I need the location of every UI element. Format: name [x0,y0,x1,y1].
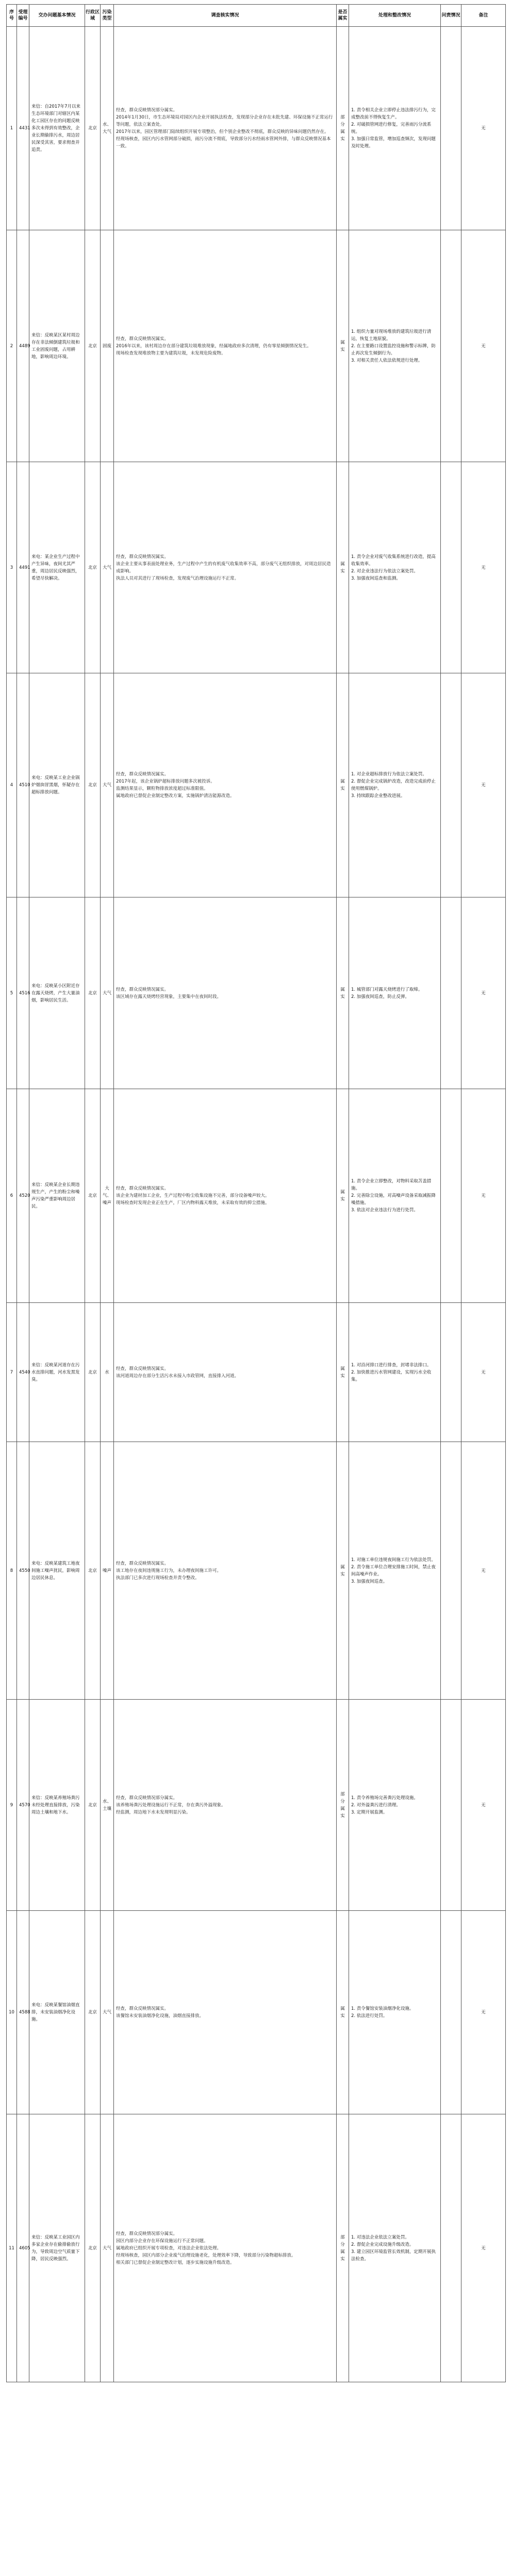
cell-accountability [441,27,461,230]
cell-id: 4491 [17,462,29,673]
cell-problem: 来信：自2017年7月以来生态环境部门对辖区内某化工园区存在的问题反映多次未得到有效整改，企业长期偷排污水，周边居民深受其害，要求彻查并追责。 [29,27,85,230]
cell-verify: 经查，群众反映情况属实。 2017年起，该企业锅炉超标排放问题多次被投诉。 监测结果显示，颗粒物排放浓度超过标准限值。 属地政府已督促企业制定整改方案，实施锅炉清洁能源改造。 [114,673,337,897]
header-handle: 处理和整改情况 [349,5,441,27]
cell-accountability [441,230,461,462]
cell-is-true: 部分属实 [337,2114,349,2382]
cell-remark: 无 [461,1442,506,1700]
cell-region: 北京 [85,1303,101,1442]
cell-seq: 11 [7,2114,17,2382]
cell-handle: 1. 城管部门对露天烧烤进行了取缔。 2. 加强夜间巡查，防止反弹。 [349,897,441,1089]
cell-is-true: 属实 [337,1089,349,1303]
cell-is-true: 属实 [337,1303,349,1442]
table-row [7,462,506,673]
header-accountability: 问责情况 [441,5,461,27]
document-page [6,4,505,2382]
header-is-true: 是否属实 [337,5,349,27]
cell-verify: 经查，群众反映情况属实。 该工地存在夜间违规施工行为，未办理夜间施工许可。 执法部门已多次进行现场检查并责令整改。 [114,1442,337,1700]
cell-is-true: 属实 [337,462,349,673]
cell-verify: 经查，群众反映情况部分属实。 2014年1月30日，市生态环境局对园区内企业开展执法检查，发现部分企业存在未批先建、环保设施不正常运行等问题，依法立案查处。 2017年以来，园区管理部门陆续组织开展专项整治，但个别企业整改不彻底，群众反映的异味问题仍然存在。 经现场核查，园区内污水管网部分破损，雨污分流不彻底，导致部分污水经雨水管网外排，与群众反映情况基本一致。 [114,27,337,230]
table-row [7,1442,506,1700]
cell-pollution: 大气、噪声 [101,1089,114,1303]
cell-region: 北京 [85,2114,101,2382]
cell-is-true: 部分属实 [337,27,349,230]
cell-remark: 无 [461,462,506,673]
cell-verify: 经查，群众反映情况部分属实。 该养殖场粪污处理设施运行不正常，存在粪污外溢现象。 经监测，周边地下水未发现明显污染。 [114,1700,337,1911]
cell-verify: 经查，群众反映情况属实。 该河道周边存在部分生活污水未接入市政管网，直接排入河道。 [114,1303,337,1442]
cell-seq: 7 [7,1303,17,1442]
header-seq: 序号 [7,5,17,27]
cell-remark: 无 [461,27,506,230]
header-id: 受理编号 [17,5,29,27]
cell-verify: 经查，群众反映情况属实。 该区域存在露天烧烤经营现象，主要集中在夜间时段。 [114,897,337,1089]
cell-accountability [441,1303,461,1442]
cell-accountability [441,1700,461,1911]
cell-region: 北京 [85,1911,101,2114]
cell-accountability [441,897,461,1089]
cell-remark: 无 [461,2114,506,2382]
cell-handle: 1. 责令企业立即整改，对物料采取苫盖措施。 2. 完善除尘设施，对高噪声设备采取减振降噪措施。 3. 依法对企业违法行为进行处罚。 [349,1089,441,1303]
cell-problem: 来信：反映某企业长期违规生产，产生的粉尘和噪声污染严重影响周边居民。 [29,1089,85,1303]
cell-region: 北京 [85,1700,101,1911]
cell-is-true: 属实 [337,673,349,897]
cell-handle: 1. 对企业超标排放行为依法立案处罚。 2. 督促企业完成锅炉改造，改造完成前停止使用燃煤锅炉。 3. 持续跟踪企业整改进展。 [349,673,441,897]
cell-accountability [441,1089,461,1303]
cell-id: 4540 [17,1303,29,1442]
table-row [7,1700,506,1911]
cell-id: 4550 [17,1442,29,1700]
cell-pollution: 固废 [101,230,114,462]
cell-remark: 无 [461,897,506,1089]
cell-handle: 1. 责令餐馆安装油烟净化设施。 2. 依法进行处罚。 [349,1911,441,2114]
cell-pollution: 水、土壤 [101,1700,114,1911]
cell-problem: 来信：反映某河道存在污水直排问题，河水发黑发臭。 [29,1303,85,1442]
complaint-table [6,4,506,2382]
cell-seq: 10 [7,1911,17,2114]
cell-region: 北京 [85,230,101,462]
table-row [7,27,506,230]
cell-handle: 1. 组织力量对现场堆放的建筑垃圾进行清运，恢复土地原貌。 2. 在主要路口设置监控设施和警示标牌，防止再次发生倾倒行为。 3. 对相关责任人依法依规进行处理。 [349,230,441,462]
cell-region: 北京 [85,1089,101,1303]
table-header-row [7,5,506,27]
cell-problem: 来电：反映某餐馆油烟直排，未安装油烟净化设施。 [29,1911,85,2114]
table-row [7,673,506,897]
cell-region: 北京 [85,897,101,1089]
cell-seq: 9 [7,1700,17,1911]
header-verify: 调查核实情况 [114,5,337,27]
cell-handle: 1. 对施工单位违规夜间施工行为依法处罚。 2. 责令施工单位合理安排施工时间，禁止夜间高噪声作业。 3. 加强夜间巡查。 [349,1442,441,1700]
cell-remark: 无 [461,673,506,897]
table-row [7,230,506,462]
header-pollution: 污染类型 [101,5,114,27]
cell-verify: 经查，群众反映情况属实。 2016年以来，该村周边存在部分建筑垃圾堆放现象，经属地政府多次清理，仍有零星倾倒情况发生。 现场检查发现堆放物主要为建筑垃圾，未发现危险废物。 [114,230,337,462]
cell-verify: 经查，群众反映情况属实。 该企业为建材加工企业，生产过程中粉尘收集设施不完善，部分设备噪声较大。 现场检查时发现企业正在生产，厂区内物料露天堆放，未采取有效的抑尘措施。 [114,1089,337,1303]
cell-seq: 8 [7,1442,17,1700]
cell-pollution: 大气 [101,1911,114,2114]
cell-pollution: 大气 [101,2114,114,2382]
cell-problem: 来信：反映某养殖场粪污未经处理直接排放，污染周边土壤和地下水。 [29,1700,85,1911]
cell-id: 4510 [17,673,29,897]
cell-handle: 1. 对违法企业依法立案处罚。 2. 督促企业完成设施升级改造。 3. 建立园区环境监管长效机制，定期开展执法检查。 [349,2114,441,2382]
cell-handle: 1. 责令相关企业立即停止违法排污行为，完成整改前不得恢复生产。 2. 对破损管网进行修复，完善雨污分流系统。 3. 加强日常监管，增加巡查频次，发现问题及时处理。 [349,27,441,230]
cell-pollution: 大气 [101,462,114,673]
cell-verify: 经查，群众反映情况属实。 该企业主要从事表面处理业务，生产过程中产生的有机废气收集效率不高，部分废气无组织排放，对周边居民造成影响。 执法人员对其进行了现场检查，发现废气治理设施运行不正常。 [114,462,337,673]
cell-is-true: 属实 [337,1442,349,1700]
cell-region: 北京 [85,1442,101,1700]
cell-accountability [441,462,461,673]
cell-id: 4489 [17,230,29,462]
cell-seq: 2 [7,230,17,462]
cell-remark: 无 [461,230,506,462]
cell-verify: 经查，群众反映情况部分属实。 园区内部分企业存在环保设施运行不正常问题。 属地政府已组织开展专项检查，对违法企业依法处理。 经现场核查，园区内部分企业废气治理设施老化，处理效率下降，导致部分污染物超标排放。 相关部门已督促企业制定整改计划，逐步实施设施升级改造。 [114,2114,337,2382]
cell-region: 北京 [85,462,101,673]
cell-seq: 6 [7,1089,17,1303]
cell-is-true: 部分属实 [337,1700,349,1911]
cell-id: 4570 [17,1700,29,1911]
cell-problem: 来信：反映某工业园区内多家企业存在偷排偷放行为，导致周边空气质量下降，居民反映强烈。 [29,2114,85,2382]
table-row [7,1089,506,1303]
cell-seq: 3 [7,462,17,673]
cell-handle: 1. 对沿河排口进行排查，封堵非法排口。 2. 加快推进污水管网建设，实现污水全收集。 [349,1303,441,1442]
cell-is-true: 属实 [337,897,349,1089]
cell-seq: 1 [7,27,17,230]
cell-region: 北京 [85,673,101,897]
cell-pollution: 大气 [101,897,114,1089]
cell-accountability [441,1911,461,2114]
header-region: 行政区域 [85,5,101,27]
table-row [7,1303,506,1442]
table-row [7,2114,506,2382]
cell-handle: 1. 责令养殖场完善粪污处理设施。 2. 对外溢粪污进行清理。 3. 定期开展监测。 [349,1700,441,1911]
cell-region: 北京 [85,27,101,230]
cell-problem: 来电：某企业生产过程中产生异味，夜间尤其严重，周边居民反映强烈，希望尽快解决。 [29,462,85,673]
cell-verify: 经查，群众反映情况属实。 该餐馆未安装油烟净化设施，油烟直接排放。 [114,1911,337,2114]
cell-id: 4431 [17,27,29,230]
cell-accountability [441,673,461,897]
cell-id: 4605 [17,2114,29,2382]
cell-accountability [441,2114,461,2382]
cell-pollution: 水、大气 [101,27,114,230]
cell-remark: 无 [461,1303,506,1442]
cell-id: 4516 [17,897,29,1089]
cell-pollution: 水 [101,1303,114,1442]
cell-problem: 来电：反映某小区附近存在露天烧烤，产生大量油烟，影响居民生活。 [29,897,85,1089]
cell-remark: 无 [461,1089,506,1303]
cell-seq: 5 [7,897,17,1089]
cell-is-true: 属实 [337,230,349,462]
cell-problem: 来电：反映某建筑工地夜间施工噪声扰民，影响周边居民休息。 [29,1442,85,1700]
cell-problem: 来信：反映某区某村周边存在非法倾倒建筑垃圾和工业固废问题，占用耕地，影响周边环境。 [29,230,85,462]
cell-accountability [441,1442,461,1700]
cell-id: 4520 [17,1089,29,1303]
cell-remark: 无 [461,1911,506,2114]
table-row [7,1911,506,2114]
cell-id: 4588 [17,1911,29,2114]
cell-handle: 1. 责令企业对废气收集系统进行改造，提高收集效率。 2. 对企业违法行为依法立案处罚。 3. 加强夜间巡查和监测。 [349,462,441,673]
table-row [7,897,506,1089]
cell-pollution: 大气 [101,673,114,897]
cell-seq: 4 [7,673,17,897]
cell-is-true: 属实 [337,1911,349,2114]
cell-remark: 无 [461,1700,506,1911]
header-remark: 备注 [461,5,506,27]
cell-pollution: 噪声 [101,1442,114,1700]
cell-problem: 来电：反映某工业企业锅炉烟囱冒黑烟，怀疑存在超标排放问题。 [29,673,85,897]
header-problem: 交办问题基本情况 [29,5,85,27]
